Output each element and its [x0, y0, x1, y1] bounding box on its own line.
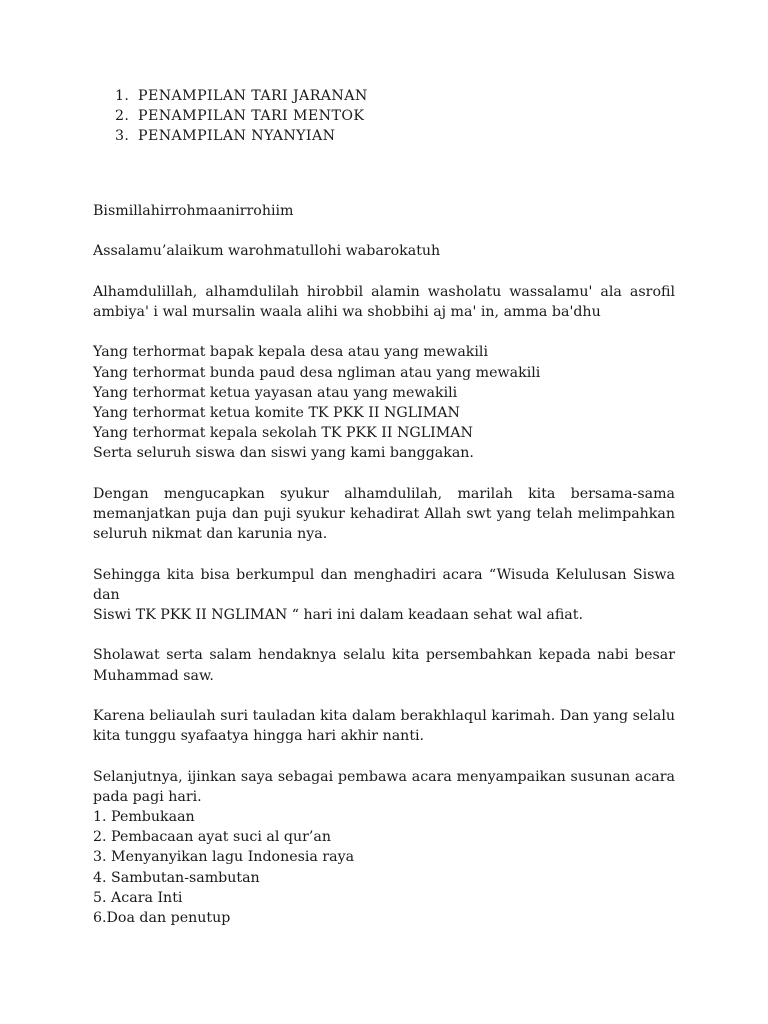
list-text: PENAMPILAN TARI MENTOK [138, 108, 365, 124]
greeting-line: Serta seluruh siswa dan siswi yang kami banggakan. [93, 445, 474, 462]
agenda-item: 1. Pembukaan [93, 808, 195, 825]
sholawat-paragraph [93, 645, 675, 685]
paragraph-line: Sehingga kita bisa berkumpul dan menghadiri acara “Wisuda Kelulusan Siswa dan [93, 566, 675, 603]
paragraph-line: Muhammad saw. [93, 667, 214, 684]
document-page [93, 86, 675, 928]
greeting-line: Yang terhormat kepala sekolah TK PKK II NGLIMAN [93, 425, 473, 442]
performance-list [115, 86, 675, 146]
greeting-line: Yang terhormat ketua komite TK PKK II NGLIMAN [93, 404, 460, 421]
list-text: PENAMPILAN NYANYIAN [138, 128, 336, 144]
paragraph-line: Selanjutnya, ijinkan saya sebagai pembawa acara menyampaikan susunan acara [93, 768, 675, 785]
paragraph-line: Karena beliaulah suri tauladan kita dalam berakhlaqul karimah. Dan yang selalu [93, 707, 675, 724]
agenda-item: 5. Acara Inti [93, 889, 183, 906]
gathering-paragraph [93, 565, 675, 626]
salam-line: Assalamu’alaikum warohmatullohi wabarokatuh [93, 243, 441, 260]
hamdalah-paragraph [93, 282, 675, 322]
paragraph-line: Alhamdulillah, alhamdulilah hirobbil alamin washolatu wassalamu' ala asrofil [93, 283, 675, 300]
greeting-line: Yang terhormat bapak kepala desa atau yang mewakili [93, 344, 488, 361]
agenda-block [93, 767, 675, 929]
karena-paragraph [93, 706, 675, 746]
list-item [115, 106, 675, 126]
agenda-item: 3. Menyanyikan lagu Indonesia raya [93, 849, 355, 866]
basmalah-line: Bismillahirrohmaanirrohiim [93, 203, 294, 219]
greetings-block [93, 342, 675, 463]
agenda-item: 6.Doa dan penutup [93, 909, 231, 926]
paragraph-line: kita tunggu syafaatya hingga hari akhir nanti. [93, 728, 425, 745]
paragraph-line: memanjatkan puja dan puji syukur kehadirat Allah swt yang telah melimpahkan [93, 505, 675, 522]
list-item [115, 86, 675, 106]
list-text: PENAMPILAN TARI JARANAN [138, 88, 368, 104]
paragraph-line: Sholawat serta salam hendaknya selalu kita persembahkan kepada nabi besar [93, 647, 675, 664]
list-number: 3. [115, 128, 130, 144]
spacer [93, 146, 675, 201]
list-item [115, 126, 675, 146]
paragraph-line: pada pagi hari. [93, 788, 202, 805]
greeting-line: Yang terhormat ketua yayasan atau yang mewakili [93, 384, 458, 401]
agenda-item: 4. Sambutan-sambutan [93, 869, 260, 886]
greeting-line: Yang terhormat bunda paud desa ngliman atau yang mewakili [93, 364, 541, 381]
paragraph-line: ambiya' i wal mursalin waala alihi wa shobbihi aj ma' in, amma ba'dhu [93, 303, 601, 320]
list-number: 2. [115, 108, 130, 124]
list-number: 1. [115, 88, 130, 104]
agenda-item: 2. Pembacaan ayat suci al qur’an [93, 829, 332, 846]
syukur-paragraph [93, 484, 675, 545]
paragraph-line: seluruh nikmat dan karunia nya. [93, 526, 328, 543]
paragraph-line: Siswi TK PKK II NGLIMAN “ hari ini dalam keadaan sehat wal afiat. [93, 606, 583, 623]
paragraph-line: Dengan mengucapkan syukur alhamdulilah, marilah kita bersama-sama [93, 485, 675, 502]
